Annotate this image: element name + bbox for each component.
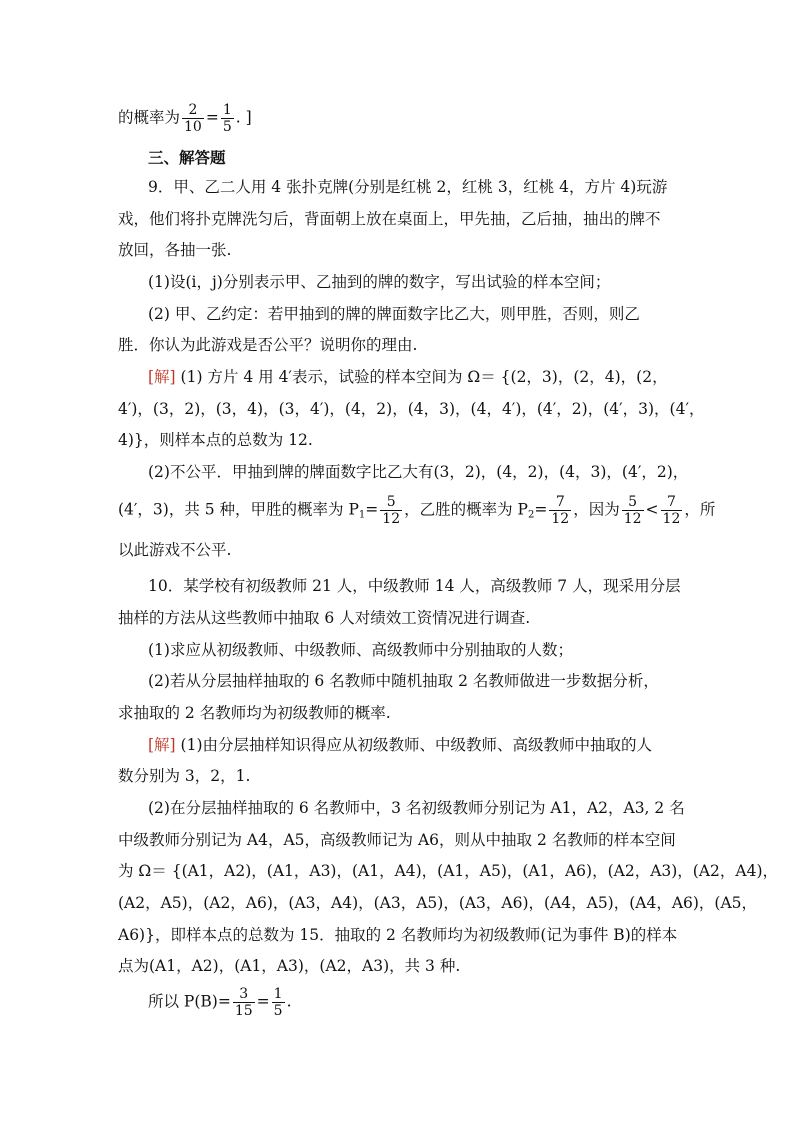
solution-label: [解]	[148, 736, 176, 754]
text: (1) 方片 4 用 4′表示，试验的样本空间为 Ω＝ {(2，3)，(2，4)，(2，	[180, 368, 668, 386]
text: (4′，3)，共 5 种，甲胜的概率为 P	[118, 500, 359, 519]
text: =	[534, 500, 548, 519]
text: <	[645, 500, 659, 519]
q10-answer-line5: 为 Ω＝ {(A1，A2)，(A1，A3)，(A1，A4)，(A1，A5)，(A1，A6)，(A2，A3)，(A2，A4)，	[118, 862, 778, 880]
text: 的概率为	[118, 108, 181, 127]
text: . ]	[235, 108, 252, 127]
q9-part2-line1: (2) 甲、乙约定：若甲抽到的牌的牌面数字比乙大，则甲胜，否则，则乙	[148, 305, 640, 323]
numerator: 7	[661, 494, 683, 511]
numerator: 1	[273, 986, 283, 1002]
denominator: 5	[273, 1003, 283, 1019]
fraction	[272, 986, 285, 1019]
section-title: 三、解答题	[148, 148, 226, 167]
subscript: 1	[358, 509, 366, 521]
denominator: 15	[234, 1003, 253, 1019]
q9-answer-line2: 4′)，(3，2)，(3，4)，(3，4′)，(4，2)，(4，3)，(4，4′)，(4′，2)，(4′，3)，(4′，	[118, 400, 705, 418]
fraction	[380, 494, 402, 527]
q9-part1: (1)设(i，j)分别表示甲、乙抽到的牌的数字，写出试验的样本空间；	[148, 273, 611, 291]
q10-final-result	[148, 986, 292, 1019]
q10-stem-line1: 10．某学校有初级教师 21 人，中级教师 14 人，高级教师 7 人，现采用分层	[148, 577, 681, 595]
q10-answer-line7: A6)}，即样本点的总数为 15．抽取的 2 名教师均为初级教师(记为事件 B)的样本	[118, 926, 678, 944]
q9-stem-line3: 放回，各抽一张.	[118, 241, 232, 259]
q9-part2-line2: 胜．你认为此游戏是否公平？说明你的理由.	[118, 336, 418, 354]
fraction	[221, 102, 234, 135]
text: =	[256, 992, 270, 1011]
fraction	[622, 494, 644, 527]
numerator: 2	[182, 102, 204, 119]
solution-label: [解]	[148, 368, 176, 386]
text: 所以 P(B)=	[148, 992, 231, 1011]
fraction	[233, 986, 255, 1019]
q10-part2-line2: 求抽取的 2 名教师均为初级教师的概率.	[118, 704, 391, 722]
q9-stem-line2: 戏，他们将扑克牌洗匀后，背面朝上放在桌面上，甲先抽，乙后抽，抽出的牌不	[118, 210, 661, 228]
q9-answer-line4: (2)不公平．甲抽到牌的牌面数字比乙大有(3，2)，(4，2)，(4，3)，(4′，2)，	[148, 463, 689, 481]
q10-stem-line2: 抽样的方法从这些教师中抽取 6 人对绩效工资情况进行调查.	[118, 609, 531, 627]
numerator: 1	[222, 102, 232, 118]
q9-answer-line5	[118, 494, 715, 527]
q9-answer-line1	[148, 367, 668, 387]
denominator: 12	[623, 511, 642, 527]
q10-answer-line4: 中级教师分别记为 A4，A5，高级教师记为 A6，则从中抽取 2 名教师的样本空间	[118, 831, 676, 849]
denominator: 10	[184, 119, 202, 135]
text: .	[286, 992, 292, 1011]
numerator: 3	[233, 986, 255, 1003]
numerator: 7	[549, 494, 571, 511]
q9-stem-line1: 9．甲、乙二人用 4 张扑克牌(分别是红桃 2，红桃 3，红桃 4，方片 4)玩游	[148, 178, 668, 196]
q9-answer-line3: 4)}，则样本点的总数为 12.	[118, 431, 313, 449]
text: =	[205, 108, 219, 127]
q10-answer-line3: (2)在分层抽样抽取的 6 名教师中，3 名初级教师分别记为 A1，A2，A3, 2 名	[148, 799, 685, 817]
denominator: 12	[382, 511, 401, 527]
q10-part1: (1)求应从初级教师、中级教师、高级教师中分别抽取的人数；	[148, 641, 573, 659]
text: ，所	[684, 500, 716, 519]
fraction	[661, 494, 683, 527]
text: =	[365, 500, 379, 519]
q10-answer-line6: (A2，A5)，(A2，A6)，(A3，A4)，(A3，A5)，(A3，A6)，(A4，A5)，(A4，A6)，(A5，	[118, 894, 758, 912]
q10-answer-line8: 点为(A1，A2)，(A1，A3)，(A2，A3)，共 3 种.	[118, 957, 461, 975]
denominator: 12	[662, 511, 681, 527]
q10-answer-line2: 数分别为 3，2，1.	[118, 767, 251, 785]
q10-part2-line1: (2)若从分层抽样抽取的 6 名教师中随机抽取 2 名教师做进一步数据分析，	[148, 672, 659, 690]
q10-answer-line1	[148, 735, 652, 755]
text: ，乙胜的概率为 P	[404, 500, 528, 519]
subscript: 2	[527, 509, 535, 521]
text: ，因为	[573, 500, 620, 519]
numerator: 5	[380, 494, 402, 511]
denominator: 12	[551, 511, 570, 527]
numerator: 5	[622, 494, 644, 511]
prev-answer-tail	[118, 102, 252, 135]
text: (1)由分层抽样知识得应从初级教师、中级教师、高级教师中抽取的人	[180, 736, 653, 754]
q9-answer-line6: 以此游戏不公平.	[118, 541, 232, 559]
fraction	[182, 102, 204, 135]
denominator: 5	[222, 119, 232, 135]
fraction	[549, 494, 571, 527]
